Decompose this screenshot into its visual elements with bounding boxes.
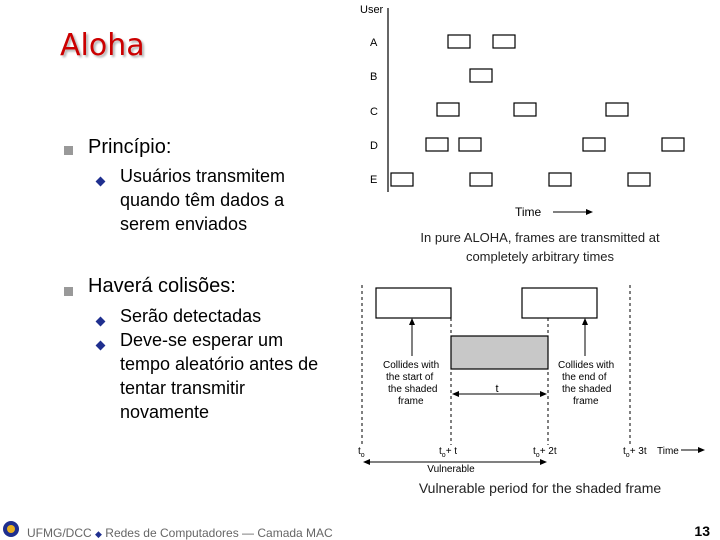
arrowhead-right-icon	[582, 318, 588, 325]
time-arrowhead-icon	[586, 209, 593, 215]
frame-e-1	[391, 173, 413, 186]
left-note-line-1: Collides with	[383, 360, 440, 371]
user-label-b: B	[370, 71, 378, 83]
colliding-frame-right	[522, 288, 597, 318]
bullet-colisoes: Haverá colisões:	[88, 275, 236, 297]
frame-c-1	[437, 103, 459, 116]
t-span-arrowhead-left-icon	[452, 391, 459, 397]
sub-bullet-usuarios: Usuários transmitem quando têm dados a serem enviados	[120, 166, 286, 234]
frame-c-3	[606, 103, 628, 116]
vulnerable-arrowhead-left-icon	[363, 459, 370, 465]
time-label-bottom: Time	[657, 446, 679, 457]
t-span-arrowhead-right-icon	[540, 391, 547, 397]
footer	[27, 526, 333, 540]
bullet-principio: Princípio:	[88, 136, 172, 158]
right-note-line-3: the shaded	[562, 384, 612, 395]
frame-d-3	[583, 138, 605, 151]
left-note-line-2: the start of	[386, 372, 434, 383]
left-note-line-3: the shaded	[388, 384, 438, 395]
right-note-line-1: Collides with	[558, 360, 615, 371]
tick-label-t0-plus-2t: $t_o+ 2t$	[533, 446, 557, 459]
caption-top-line-1: In pure ALOHA, frames are transmitted at	[420, 230, 660, 245]
right-note-line-4: frame	[573, 396, 599, 407]
frame-d-2	[459, 138, 481, 151]
shaded-frame	[451, 336, 548, 369]
user-label-a: A	[370, 37, 378, 49]
footer-course: Redes de Computadores ― Camada MAC	[105, 526, 333, 540]
tick-label-t0-plus-t: $t_o+ t$	[439, 446, 458, 459]
time-arrowhead-bottom-icon	[698, 447, 705, 453]
footer-separator-icon: ◆	[95, 529, 102, 539]
frame-e-2	[470, 173, 492, 186]
frame-d-4	[662, 138, 684, 151]
user-label-e: E	[370, 174, 378, 186]
frame-a-1	[448, 35, 470, 48]
frame-d-1	[426, 138, 448, 151]
sub-bullet-detectadas: Serão detectadas	[120, 306, 262, 326]
logo-inner	[7, 525, 15, 533]
t-span-label: t	[495, 383, 499, 395]
right-note-line-2: the end of	[562, 372, 607, 383]
vulnerable-label: Vulnerable	[427, 464, 475, 475]
tick-label-t0: $t_o$	[358, 446, 365, 459]
footer-institution: UFMG/DCC	[27, 526, 92, 540]
slide-title: Aloha	[60, 28, 145, 63]
user-header: User	[360, 4, 384, 16]
sub-bullet-esperar: Deve-se esperar um tempo aleatório antes de tentar transmitir novamente	[120, 330, 319, 422]
frame-e-4	[628, 173, 650, 186]
frame-c-2	[514, 103, 536, 116]
vulnerable-arrowhead-right-icon	[540, 459, 547, 465]
user-label-d: D	[370, 140, 378, 152]
user-label-c: C	[370, 106, 378, 118]
frame-e-3	[549, 173, 571, 186]
tick-label-t0-plus-3t: $t_o+ 3t$	[623, 446, 647, 459]
page-number: 13	[694, 523, 710, 539]
frame-a-2	[493, 35, 515, 48]
frame-b-1	[470, 69, 492, 82]
time-label-top: Time	[515, 205, 542, 219]
arrowhead-left-icon	[409, 318, 415, 325]
caption-top-line-2: completely arbitrary times	[465, 249, 615, 264]
caption-bottom: Vulnerable period for the shaded frame	[418, 480, 662, 496]
left-note-line-4: frame	[398, 396, 424, 407]
colliding-frame-left	[376, 288, 451, 318]
